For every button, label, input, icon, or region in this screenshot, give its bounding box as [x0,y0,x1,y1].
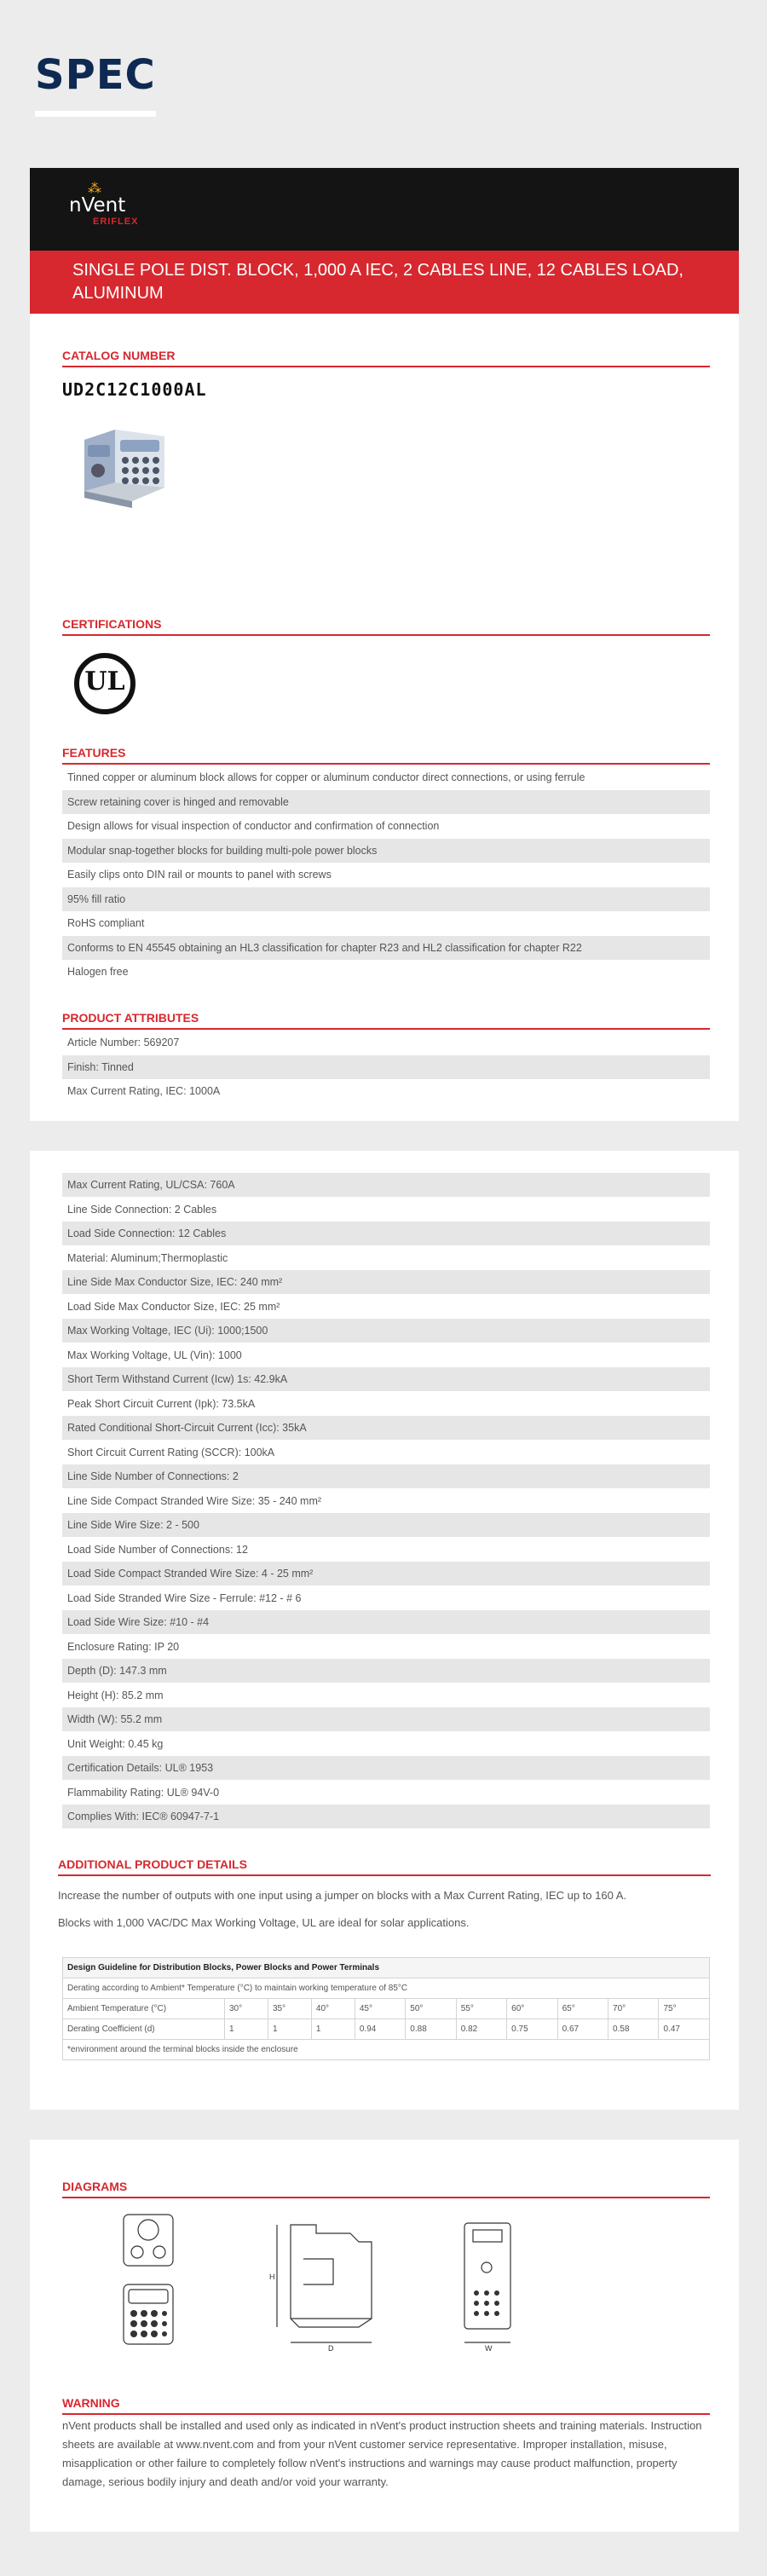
warning-section [62,2395,710,2492]
list-item: Line Side Compact Stranded Wire Size: 35 - 240 mm² [67,1494,322,1507]
warning-text: nVent products shall be installed and used only as indicated in nVent's product instruction sheets and training materials. Instruction sheets are available at www.nvent.com and from your nVent customer service representative. Improper installation, misuse, misapplication or other failure to completely follow nVent's instructions and warnings may cause product malfunction, property damage, serious bodily injury and death and/or void your warranty. [62,2419,702,2488]
temperature-cell: 55° [456,1999,506,2019]
details-section [58,1857,711,1931]
brand-bar [30,168,739,251]
attributes-list [62,1031,710,1103]
temperature-cell: 30° [225,1999,268,2019]
dimension-w-label: W [485,2344,493,2353]
details-heading: ADDITIONAL PRODUCT DETAILS [58,1857,711,1876]
list-item: Max Current Rating, UL/CSA: 760A [62,1173,710,1197]
sun-rays-icon: ⁂ [88,182,101,196]
list-item: Load Side Connection: 12 Cables [62,1222,710,1245]
list-item: Max Working Voltage, IEC (Ui): 1000;1500 [62,1319,710,1343]
temperature-cell: 45° [355,1999,405,2019]
temperature-label: Ambient Temperature (°C) [63,1999,225,2019]
logo-text: nVent [69,194,126,217]
diagram-side-view [265,2216,393,2353]
details-paragraph-1: Increase the number of outputs with one input using a jumper on blocks with a Max Current Rating, IEC up to 160 A. [58,1889,626,1902]
derating-table-wrap [62,1957,710,2060]
details-paragraph-2: Blocks with 1,000 VAC/DC Max Working Voltage, UL are ideal for solar applications. [58,1916,470,1929]
list-item: Certification Details: UL® 1953 [62,1756,710,1780]
temperature-cell: 50° [406,1999,456,2019]
coefficient-cell: 0.75 [507,2019,557,2040]
list-item: Design allows for visual inspection of conductor and confirmation of connection [67,820,440,832]
coefficient-cell: 0.58 [608,2019,659,2040]
nvent-logo [69,183,138,228]
list-item: Load Side Number of Connections: 12 [67,1543,248,1556]
list-item: Modular snap-together blocks for building multi-pole power blocks [62,839,710,863]
list-item: Max Current Rating, IEC: 1000A [67,1085,221,1097]
features-section [62,745,710,985]
list-item: 95% fill ratio [62,887,710,911]
coefficient-cell: 0.94 [355,2019,405,2040]
list-item: Load Side Max Conductor Size, IEC: 25 mm² [67,1300,280,1313]
spec-card-diagrams [30,2140,739,2532]
coefficient-cell: 0.88 [406,2019,456,2040]
attributes-continued-list [62,1173,710,1828]
list-item: Short Term Withstand Current (Icw) 1s: 42.9kA [62,1367,710,1391]
product-title: SINGLE POLE DIST. BLOCK, 1,000 A IEC, 2 CABLES LINE, 12 CABLES LOAD, ALUMINUM [72,261,683,303]
list-item: RoHS compliant [67,917,145,929]
attributes-heading: PRODUCT ATTRIBUTES [62,1010,710,1030]
attributes-continued [62,1173,710,1829]
coefficient-label: Derating Coefficient (d) [63,2019,225,2040]
derating-note: Derating according to Ambient* Temperature (°C) to maintain working temperature of 85°C [63,1978,710,1999]
derating-footnote: *environment around the terminal blocks inside the enclosure [63,2040,710,2060]
temperature-cell: 75° [659,1999,710,2019]
list-item: Line Side Wire Size: 2 - 500 [62,1513,710,1537]
temperature-cell: 60° [507,1999,557,2019]
list-item: Load Side Wire Size: #10 - #4 [62,1610,710,1634]
list-item: Article Number: 569207 [67,1037,180,1048]
diagrams-section [62,2179,710,2198]
derating-table-caption: Design Guideline for Distribution Blocks, Power Blocks and Power Terminals [63,1958,710,1978]
spec-header [35,49,156,117]
certifications-section [62,616,710,636]
list-item: Conforms to EN 45545 obtaining an HL3 classification for chapter R23 and HL2 classification for chapter R22 [62,936,710,960]
list-item: Complies With: IEC® 60947-7-1 [62,1805,710,1828]
list-item: Easily clips onto DIN rail or mounts to panel with screws [67,869,332,881]
coefficient-cell: 1 [268,2019,311,2040]
temperature-cell: 40° [311,1999,355,2019]
diagram-front-view [454,2216,522,2353]
list-item: Line Side Connection: 2 Cables [67,1203,217,1216]
product-title-band [30,251,739,314]
list-item: Load Side Stranded Wire Size - Ferrule: #12 - # 6 [67,1591,302,1604]
features-list [62,765,710,984]
temperature-cell: 35° [268,1999,311,2019]
ul-mark-text: UL [84,667,125,696]
warning-heading: WARNING [62,2395,710,2415]
product-image [72,423,168,520]
certifications-heading: CERTIFICATIONS [62,616,710,636]
coefficient-cell: 0.47 [659,2019,710,2040]
list-item: Halogen free [67,966,129,978]
title-underline [35,111,156,117]
list-item: Tinned copper or aluminum block allows for copper or aluminum conductor direct connections, or using ferrule [67,771,585,783]
spec-card-attributes [30,1151,739,2110]
features-heading: FEATURES [62,745,710,765]
coefficient-row [63,2019,710,2040]
diagram-perspective-views [115,2211,182,2348]
coefficient-cell: 0.82 [456,2019,506,2040]
spec-card-main [30,168,739,1121]
list-item: Screw retaining cover is hinged and removable [62,790,710,814]
list-item: Height (H): 85.2 mm [67,1689,164,1701]
list-item: Rated Conditional Short-Circuit Current (Icc): 35kA [62,1416,710,1440]
list-item: Short Circuit Current Rating (SCCR): 100kA [67,1446,275,1458]
catalog-section [62,348,710,400]
list-item: Width (W): 55.2 mm [62,1707,710,1731]
derating-table [62,1957,710,2060]
dimension-d-label: D [328,2344,334,2353]
list-item: Peak Short Circuit Current (Ipk): 73.5kA [67,1397,256,1410]
temperature-cell: 65° [557,1999,608,2019]
list-item: Line Side Number of Connections: 2 [62,1464,710,1488]
temperature-row [63,1999,710,2019]
list-item: Material: Aluminum;Thermoplastic [67,1251,228,1264]
temperature-cell: 70° [608,1999,659,2019]
list-item: Max Working Voltage, UL (Vin): 1000 [67,1349,242,1361]
list-item: Depth (D): 147.3 mm [62,1659,710,1683]
coefficient-cell: 1 [225,2019,268,2040]
catalog-number: UD2C12C1000AL [62,379,207,400]
page-title: SPEC [35,51,156,99]
coefficient-cell: 0.67 [557,2019,608,2040]
list-item: Enclosure Rating: IP 20 [67,1640,180,1653]
list-item: Unit Weight: 0.45 kg [67,1737,164,1750]
ul-certification-logo [74,653,136,714]
catalog-heading: CATALOG NUMBER [62,348,710,367]
list-item: Load Side Compact Stranded Wire Size: 4 - 25 mm² [62,1562,710,1585]
attributes-section [62,1010,710,1104]
diagrams-heading: DIAGRAMS [62,2179,710,2198]
list-item: Finish: Tinned [62,1055,710,1079]
list-item: Flammability Rating: UL® 94V-0 [67,1786,220,1799]
logo-sub: ERIFLEX [93,217,139,227]
dimension-h-label: H [269,2273,275,2281]
list-item: Line Side Max Conductor Size, IEC: 240 mm² [62,1270,710,1294]
coefficient-cell: 1 [311,2019,355,2040]
